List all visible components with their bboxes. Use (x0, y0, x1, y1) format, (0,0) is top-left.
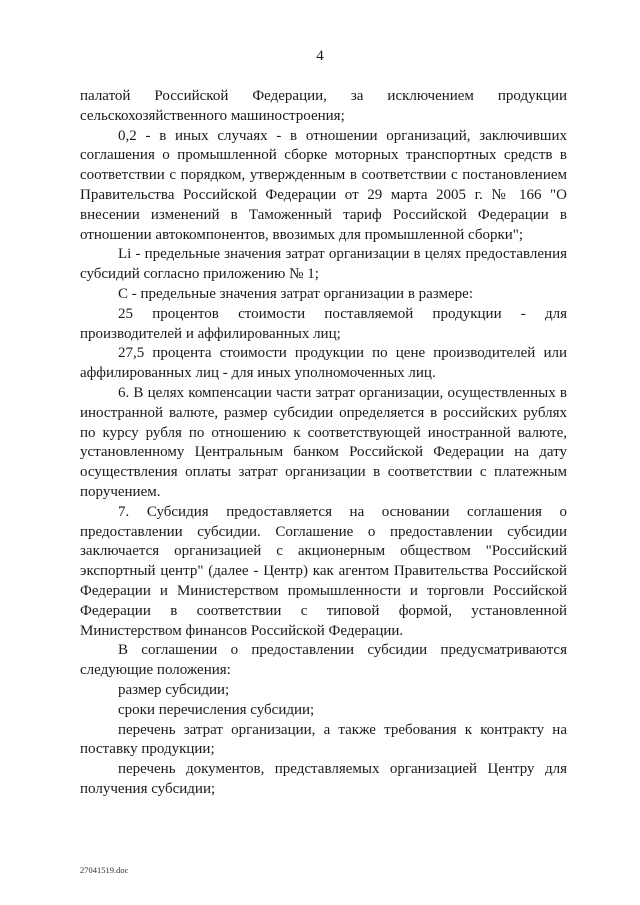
paragraph-agreement-provisions: В соглашении о предоставлении субсидии предусматриваются следующие положения: (80, 642, 567, 679)
paragraph-clause-7: 7. Субсидия предоставляется на основании соглашения о предоставлении субсидии. Соглашение о предоставлении субсидии заключается организацией с акционерным обществом "Российский экспортный центр" (далее - Центр) как агентом Правительства Российской Федерации и Министерством промышленности и торговли Российской Федерации в соответствии с типовой формой, установленной Министерством финансов Российской Федерации. (80, 503, 567, 639)
paragraph-coefficient-0-2: 0,2 - в иных случаях - в отношении организаций, заключивших соглашения о промышленной сборке моторных транспортных средств в соответствии с порядком, утвержденным в соответствии с постановлением Правительства Российской Федерации от 29 марта 2005 г. № 166 "О внесении изменений в Таможенный тариф Российской Федерации в отношении автокомпонентов, ввозимых для промышленной сборки"; (80, 127, 567, 243)
page-number: 4 (316, 48, 324, 64)
paragraph-25-percent: 25 процентов стоимости поставляемой продукции - для производителей и аффилированных лиц; (80, 305, 567, 342)
list-item-subsidy-amount: размер субсидии; (118, 681, 230, 698)
list-item-costs-list: перечень затрат организации, а также требования к контракту на поставку продукции; (80, 721, 567, 758)
list-item-transfer-terms: сроки перечисления субсидии; (118, 701, 315, 718)
paragraph-continuation: палатой Российской Федерации, за исключением продукции сельскохозяйственного машиностроения; (80, 88, 567, 124)
paragraph-clause-6: 6. В целях компенсации части затрат организации, осуществленных в иностранной валюте, размер субсидии определяется в российских рублях по курсу рубля по отношению к соответствующей иностранной валюте, установленному Центральным банком Российской Федерации на дату осуществления оплаты затрат организации в соответствии с платежным поручением. (80, 384, 567, 500)
list-item-documents-list: перечень документов, представляемых организацией Центру для получения субсидии; (80, 761, 567, 797)
paragraph-c-definition: С - предельные значения затрат организации в размере: (118, 285, 473, 302)
paragraph-li-definition: Li - предельные значения затрат организации в целях предоставления субсидий согласно приложению № 1; (80, 246, 567, 283)
paragraph-27-5-percent: 27,5 процента стоимости продукции по цене производителей или аффилированных лиц - для иных уполномоченных лиц. (80, 345, 567, 382)
document-body (80, 87, 567, 800)
document-file-code: 27041519.doc (80, 865, 129, 875)
